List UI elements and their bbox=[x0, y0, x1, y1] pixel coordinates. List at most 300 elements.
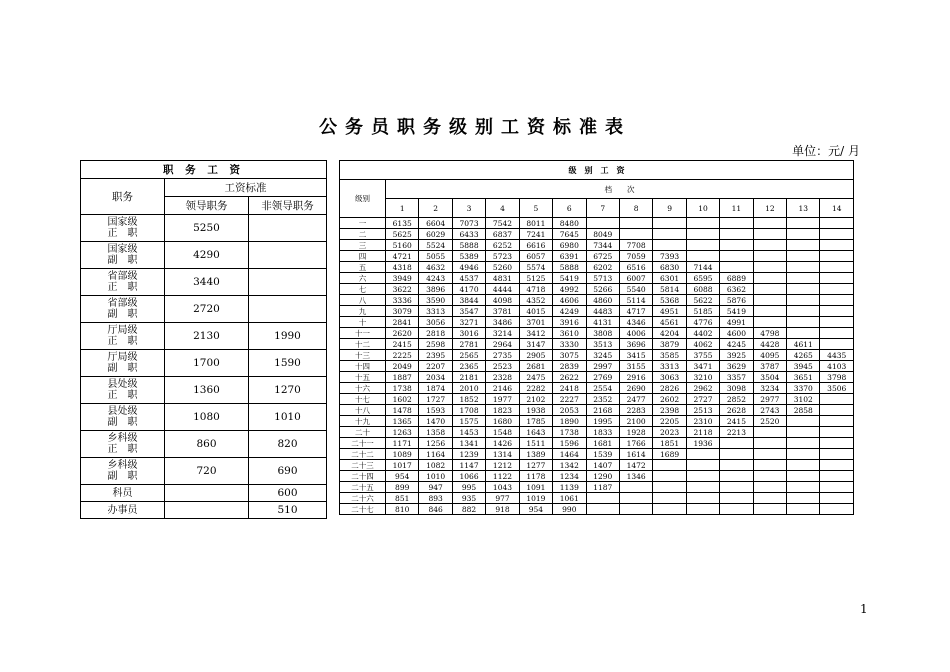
table-row bbox=[81, 269, 327, 296]
salary-cell: 1043 bbox=[486, 482, 519, 493]
salary-cell: 7059 bbox=[619, 251, 652, 262]
salary-cell: 8480 bbox=[553, 218, 586, 229]
salary-cell bbox=[753, 317, 786, 328]
step-header-cell: 5 bbox=[519, 199, 552, 218]
salary-cell bbox=[787, 240, 820, 251]
salary-cell: 3415 bbox=[619, 350, 652, 361]
salary-cell: 6088 bbox=[686, 284, 719, 295]
salary-cell: 977 bbox=[486, 493, 519, 504]
step-header-cell: 10 bbox=[686, 199, 719, 218]
salary-cell: 4444 bbox=[486, 284, 519, 295]
level-cell: 一 bbox=[340, 218, 386, 229]
salary-cell: 2395 bbox=[419, 350, 452, 361]
salary-cell: 2100 bbox=[619, 416, 652, 427]
salary-cell bbox=[820, 218, 853, 229]
salary-cell: 2146 bbox=[486, 383, 519, 394]
position-cell bbox=[81, 404, 165, 431]
salary-cell: 2520 bbox=[753, 416, 786, 427]
salary-cell: 1593 bbox=[419, 405, 452, 416]
salary-cell bbox=[787, 295, 820, 306]
nonleader-salary-cell: 1590 bbox=[249, 350, 327, 377]
salary-cell: 2602 bbox=[653, 394, 686, 405]
salary-cell: 2415 bbox=[386, 339, 419, 350]
salary-cell bbox=[787, 229, 820, 240]
position-cell bbox=[81, 502, 165, 519]
salary-cell: 6433 bbox=[452, 229, 485, 240]
salary-cell: 2735 bbox=[486, 350, 519, 361]
salary-cell bbox=[787, 273, 820, 284]
salary-cell bbox=[820, 339, 853, 350]
salary-cell: 5723 bbox=[486, 251, 519, 262]
salary-cell: 1766 bbox=[619, 438, 652, 449]
salary-cell: 1187 bbox=[586, 482, 619, 493]
salary-cell bbox=[686, 471, 719, 482]
level-cell: 八 bbox=[340, 295, 386, 306]
table-row bbox=[81, 458, 327, 485]
salary-cell: 1938 bbox=[519, 405, 552, 416]
step-header-cell: 13 bbox=[787, 199, 820, 218]
salary-cell bbox=[787, 306, 820, 317]
salary-cell bbox=[787, 493, 820, 504]
salary-cell bbox=[619, 229, 652, 240]
salary-cell: 2205 bbox=[653, 416, 686, 427]
salary-cell: 1061 bbox=[553, 493, 586, 504]
position-grade: 副 职 bbox=[107, 255, 138, 266]
salary-cell: 4600 bbox=[720, 328, 753, 339]
salary-cell bbox=[753, 438, 786, 449]
salary-cell bbox=[820, 471, 853, 482]
salary-cell: 3412 bbox=[519, 328, 552, 339]
level-cell: 五 bbox=[340, 262, 386, 273]
salary-cell: 2282 bbox=[519, 383, 552, 394]
salary-cell: 851 bbox=[386, 493, 419, 504]
position-rank: 办事员 bbox=[107, 504, 138, 516]
salary-cell: 4860 bbox=[586, 295, 619, 306]
salary-cell: 4098 bbox=[486, 295, 519, 306]
position-cell bbox=[81, 377, 165, 404]
salary-cell: 954 bbox=[386, 471, 419, 482]
salary-cell: 990 bbox=[553, 504, 586, 515]
salary-cell: 4428 bbox=[753, 339, 786, 350]
salary-cell: 1928 bbox=[619, 427, 652, 438]
salary-cell: 1139 bbox=[553, 482, 586, 493]
salary-cell bbox=[753, 240, 786, 251]
salary-cell: 1314 bbox=[486, 449, 519, 460]
salary-cell bbox=[686, 218, 719, 229]
table-row bbox=[340, 427, 854, 438]
salary-cell: 2181 bbox=[452, 372, 485, 383]
position-cell bbox=[81, 296, 165, 323]
salary-cell: 1727 bbox=[419, 394, 452, 405]
salary-cell: 4131 bbox=[586, 317, 619, 328]
salary-cell: 3808 bbox=[586, 328, 619, 339]
salary-cell: 1823 bbox=[486, 405, 519, 416]
position-rank: 乡科级 bbox=[107, 433, 138, 444]
salary-cell bbox=[787, 251, 820, 262]
salary-cell: 5125 bbox=[519, 273, 552, 284]
salary-cell: 1089 bbox=[386, 449, 419, 460]
salary-cell: 3844 bbox=[452, 295, 485, 306]
salary-cell: 2858 bbox=[787, 405, 820, 416]
salary-cell: 3916 bbox=[553, 317, 586, 328]
salary-cell: 2769 bbox=[586, 372, 619, 383]
salary-cell bbox=[753, 471, 786, 482]
level-cell: 十三 bbox=[340, 350, 386, 361]
salary-cell: 2168 bbox=[586, 405, 619, 416]
salary-cell: 1122 bbox=[486, 471, 519, 482]
table-row bbox=[81, 323, 327, 350]
step-header-cell: 6 bbox=[553, 199, 586, 218]
salary-cell: 1738 bbox=[386, 383, 419, 394]
position-rank: 国家级 bbox=[107, 244, 138, 255]
salary-cell bbox=[619, 504, 652, 515]
nonleader-salary-cell: 690 bbox=[249, 458, 327, 485]
salary-cell: 6889 bbox=[720, 273, 753, 284]
salary-cell bbox=[753, 251, 786, 262]
nonleader-salary-cell bbox=[249, 242, 327, 269]
salary-cell: 2415 bbox=[720, 416, 753, 427]
salary-cell bbox=[619, 482, 652, 493]
salary-cell: 2053 bbox=[553, 405, 586, 416]
salary-cell: 1263 bbox=[386, 427, 419, 438]
level-cell: 三 bbox=[340, 240, 386, 251]
salary-cell bbox=[720, 229, 753, 240]
salary-cell: 4992 bbox=[553, 284, 586, 295]
salary-cell: 3610 bbox=[553, 328, 586, 339]
salary-cell: 6007 bbox=[619, 273, 652, 284]
salary-cell: 1091 bbox=[519, 482, 552, 493]
page-title: 公务员职务级别工资标准表 bbox=[319, 117, 631, 138]
salary-cell: 6516 bbox=[619, 262, 652, 273]
level-cell: 十一 bbox=[340, 328, 386, 339]
salary-cell bbox=[619, 218, 652, 229]
salary-cell: 3787 bbox=[753, 361, 786, 372]
salary-cell bbox=[720, 438, 753, 449]
salary-cell: 2681 bbox=[519, 361, 552, 372]
level-cell: 二十四 bbox=[340, 471, 386, 482]
salary-cell: 3234 bbox=[753, 383, 786, 394]
table-row bbox=[340, 240, 854, 251]
salary-cell: 4318 bbox=[386, 262, 419, 273]
salary-cell: 1511 bbox=[519, 438, 552, 449]
level-cell: 二十六 bbox=[340, 493, 386, 504]
salary-cell: 1290 bbox=[586, 471, 619, 482]
position-grade: 副 职 bbox=[107, 309, 138, 320]
salary-cell: 6616 bbox=[519, 240, 552, 251]
salary-cell bbox=[720, 493, 753, 504]
salary-cell: 6301 bbox=[653, 273, 686, 284]
step-header-cell: 4 bbox=[486, 199, 519, 218]
salary-cell bbox=[787, 471, 820, 482]
salary-cell bbox=[820, 460, 853, 471]
salary-cell: 1470 bbox=[419, 416, 452, 427]
salary-cell bbox=[686, 229, 719, 240]
salary-cell: 1472 bbox=[619, 460, 652, 471]
nonleader-salary-cell: 1990 bbox=[249, 323, 327, 350]
salary-cell: 1689 bbox=[653, 449, 686, 460]
level-cell: 十五 bbox=[340, 372, 386, 383]
nonleader-salary-cell bbox=[249, 269, 327, 296]
salary-cell: 3313 bbox=[419, 306, 452, 317]
salary-cell bbox=[787, 460, 820, 471]
table-row bbox=[340, 339, 854, 350]
salary-cell bbox=[787, 416, 820, 427]
position-rank: 县处级 bbox=[107, 379, 138, 390]
salary-cell: 3245 bbox=[586, 350, 619, 361]
salary-cell: 2598 bbox=[419, 339, 452, 350]
salary-cell: 1977 bbox=[486, 394, 519, 405]
salary-cell bbox=[653, 504, 686, 515]
salary-cell: 1239 bbox=[452, 449, 485, 460]
salary-cell: 2365 bbox=[452, 361, 485, 372]
table-row bbox=[340, 449, 854, 460]
position-column-header: 职务 bbox=[81, 179, 165, 215]
salary-cell: 2213 bbox=[720, 427, 753, 438]
salary-cell: 1833 bbox=[586, 427, 619, 438]
salary-cell: 5814 bbox=[653, 284, 686, 295]
nonleader-salary-cell: 600 bbox=[249, 485, 327, 502]
salary-cell bbox=[653, 229, 686, 240]
page-number: 1 bbox=[860, 602, 868, 616]
salary-cell bbox=[720, 262, 753, 273]
table-row bbox=[81, 404, 327, 431]
salary-cell: 2977 bbox=[753, 394, 786, 405]
salary-cell: 3147 bbox=[519, 339, 552, 350]
salary-cell bbox=[820, 493, 853, 504]
salary-cell: 7344 bbox=[586, 240, 619, 251]
nonleader-salary-cell bbox=[249, 215, 327, 242]
salary-cell: 5114 bbox=[619, 295, 652, 306]
step-header-cell: 1 bbox=[386, 199, 419, 218]
salary-cell bbox=[753, 218, 786, 229]
salary-cell bbox=[787, 438, 820, 449]
salary-cell bbox=[686, 449, 719, 460]
salary-cell: 1738 bbox=[553, 427, 586, 438]
salary-cell: 7542 bbox=[486, 218, 519, 229]
table-row bbox=[340, 361, 854, 372]
salary-cell: 1453 bbox=[452, 427, 485, 438]
table-row bbox=[81, 215, 327, 242]
salary-cell: 7645 bbox=[553, 229, 586, 240]
salary-cell bbox=[753, 460, 786, 471]
salary-cell: 4006 bbox=[619, 328, 652, 339]
salary-cell bbox=[787, 262, 820, 273]
salary-cell: 2839 bbox=[553, 361, 586, 372]
salary-cell: 2034 bbox=[419, 372, 452, 383]
salary-cell: 2477 bbox=[619, 394, 652, 405]
table-row bbox=[340, 416, 854, 427]
salary-cell bbox=[686, 251, 719, 262]
salary-cell bbox=[820, 284, 853, 295]
salary-cell: 947 bbox=[419, 482, 452, 493]
salary-cell: 2102 bbox=[519, 394, 552, 405]
table-row bbox=[81, 242, 327, 269]
position-cell bbox=[81, 350, 165, 377]
salary-cell: 3155 bbox=[619, 361, 652, 372]
leader-salary-cell: 2720 bbox=[165, 296, 249, 323]
table-row bbox=[340, 482, 854, 493]
position-rank: 乡科级 bbox=[107, 460, 138, 471]
salary-cell bbox=[787, 317, 820, 328]
salary-cell: 6725 bbox=[586, 251, 619, 262]
salary-cell bbox=[720, 218, 753, 229]
table-row bbox=[340, 350, 854, 361]
salary-cell: 3701 bbox=[519, 317, 552, 328]
position-cell bbox=[81, 431, 165, 458]
table-row bbox=[340, 504, 854, 515]
salary-cell: 4346 bbox=[619, 317, 652, 328]
level-cell: 二十五 bbox=[340, 482, 386, 493]
position-cell bbox=[81, 215, 165, 242]
salary-cell: 899 bbox=[386, 482, 419, 493]
salary-cell: 918 bbox=[486, 504, 519, 515]
salary-cell: 810 bbox=[386, 504, 419, 515]
salary-cell: 1708 bbox=[452, 405, 485, 416]
salary-cell: 1995 bbox=[586, 416, 619, 427]
table-row bbox=[340, 229, 854, 240]
table-row bbox=[340, 328, 854, 339]
salary-cell: 1389 bbox=[519, 449, 552, 460]
salary-cell: 3798 bbox=[820, 372, 853, 383]
table-row bbox=[340, 438, 854, 449]
salary-cell: 4606 bbox=[553, 295, 586, 306]
salary-cell bbox=[720, 449, 753, 460]
step-header-cell: 2 bbox=[419, 199, 452, 218]
salary-cell: 1234 bbox=[553, 471, 586, 482]
salary-cell: 1464 bbox=[553, 449, 586, 460]
salary-cell: 5876 bbox=[720, 295, 753, 306]
salary-cell: 3336 bbox=[386, 295, 419, 306]
salary-cell: 3945 bbox=[787, 361, 820, 372]
salary-cell: 4352 bbox=[519, 295, 552, 306]
salary-cell: 5574 bbox=[519, 262, 552, 273]
salary-cell: 3098 bbox=[720, 383, 753, 394]
salary-cell bbox=[686, 460, 719, 471]
salary-cell: 6029 bbox=[419, 229, 452, 240]
salary-cell bbox=[787, 328, 820, 339]
salary-cell bbox=[720, 460, 753, 471]
leader-salary-cell: 720 bbox=[165, 458, 249, 485]
salary-cell: 5713 bbox=[586, 273, 619, 284]
salary-cell: 3696 bbox=[619, 339, 652, 350]
table-row bbox=[340, 317, 854, 328]
salary-cell: 7241 bbox=[519, 229, 552, 240]
table-row bbox=[81, 377, 327, 404]
salary-cell: 1785 bbox=[519, 416, 552, 427]
salary-cell bbox=[820, 273, 853, 284]
nonleader-salary-cell: 1010 bbox=[249, 404, 327, 431]
salary-cell: 954 bbox=[519, 504, 552, 515]
leader-salary-cell: 1080 bbox=[165, 404, 249, 431]
salary-cell: 3486 bbox=[486, 317, 519, 328]
salary-cell bbox=[753, 229, 786, 240]
position-grade: 正 职 bbox=[107, 390, 138, 401]
salary-cell: 2225 bbox=[386, 350, 419, 361]
nonleader-salary-cell bbox=[249, 296, 327, 323]
salary-cell bbox=[787, 284, 820, 295]
salary-cell: 1346 bbox=[619, 471, 652, 482]
salary-cell: 1874 bbox=[419, 383, 452, 394]
salary-cell bbox=[586, 218, 619, 229]
level-cell: 七 bbox=[340, 284, 386, 295]
position-rank: 县处级 bbox=[107, 406, 138, 417]
salary-cell: 2023 bbox=[653, 427, 686, 438]
salary-cell bbox=[619, 493, 652, 504]
salary-cell: 2781 bbox=[452, 339, 485, 350]
salary-cell: 3622 bbox=[386, 284, 419, 295]
salary-cell: 5888 bbox=[452, 240, 485, 251]
position-rank: 国家级 bbox=[107, 217, 138, 228]
salary-cell bbox=[753, 449, 786, 460]
salary-cell bbox=[653, 460, 686, 471]
level-cell: 二 bbox=[340, 229, 386, 240]
salary-cell bbox=[653, 482, 686, 493]
salary-cell bbox=[820, 229, 853, 240]
salary-cell: 2049 bbox=[386, 361, 419, 372]
salary-cell: 893 bbox=[419, 493, 452, 504]
salary-cell: 4831 bbox=[486, 273, 519, 284]
salary-cell: 3896 bbox=[419, 284, 452, 295]
salary-cell: 1256 bbox=[419, 438, 452, 449]
salary-cell: 2227 bbox=[553, 394, 586, 405]
salary-cell: 3313 bbox=[653, 361, 686, 372]
salary-cell bbox=[820, 416, 853, 427]
salary-cell: 1341 bbox=[452, 438, 485, 449]
salary-cell bbox=[820, 438, 853, 449]
salary-cell: 3590 bbox=[419, 295, 452, 306]
salary-cell: 882 bbox=[452, 504, 485, 515]
salary-cell: 3075 bbox=[553, 350, 586, 361]
salary-cell bbox=[720, 504, 753, 515]
position-cell bbox=[81, 323, 165, 350]
salary-cell bbox=[720, 482, 753, 493]
salary-cell: 4721 bbox=[386, 251, 419, 262]
salary-cell bbox=[686, 240, 719, 251]
level-cell: 九 bbox=[340, 306, 386, 317]
level-salary-table bbox=[339, 160, 854, 515]
salary-cell: 4243 bbox=[419, 273, 452, 284]
salary-cell bbox=[653, 493, 686, 504]
salary-cell: 6391 bbox=[553, 251, 586, 262]
salary-cell: 5266 bbox=[586, 284, 619, 295]
salary-cell: 5185 bbox=[686, 306, 719, 317]
salary-cell: 8011 bbox=[519, 218, 552, 229]
salary-cell: 6604 bbox=[419, 218, 452, 229]
table-row bbox=[340, 251, 854, 262]
salary-cell: 5540 bbox=[619, 284, 652, 295]
salary-cell: 1852 bbox=[452, 394, 485, 405]
standard-column-header: 工资标准 bbox=[165, 179, 327, 197]
salary-cell: 7144 bbox=[686, 262, 719, 273]
salary-cell: 5622 bbox=[686, 295, 719, 306]
nonleader-salary-cell: 1270 bbox=[249, 377, 327, 404]
level-column-header: 级别 bbox=[340, 180, 386, 218]
salary-cell: 1066 bbox=[452, 471, 485, 482]
salary-cell: 6980 bbox=[553, 240, 586, 251]
salary-cell: 3504 bbox=[753, 372, 786, 383]
salary-cell: 8049 bbox=[586, 229, 619, 240]
salary-cell: 3781 bbox=[486, 306, 519, 317]
leader-salary-cell: 1700 bbox=[165, 350, 249, 377]
salary-cell: 5368 bbox=[653, 295, 686, 306]
salary-cell: 3471 bbox=[686, 361, 719, 372]
salary-cell: 2690 bbox=[619, 383, 652, 394]
salary-cell: 2622 bbox=[553, 372, 586, 383]
salary-cell: 4435 bbox=[820, 350, 853, 361]
salary-cell: 1575 bbox=[452, 416, 485, 427]
salary-cell: 1596 bbox=[553, 438, 586, 449]
salary-cell bbox=[820, 251, 853, 262]
